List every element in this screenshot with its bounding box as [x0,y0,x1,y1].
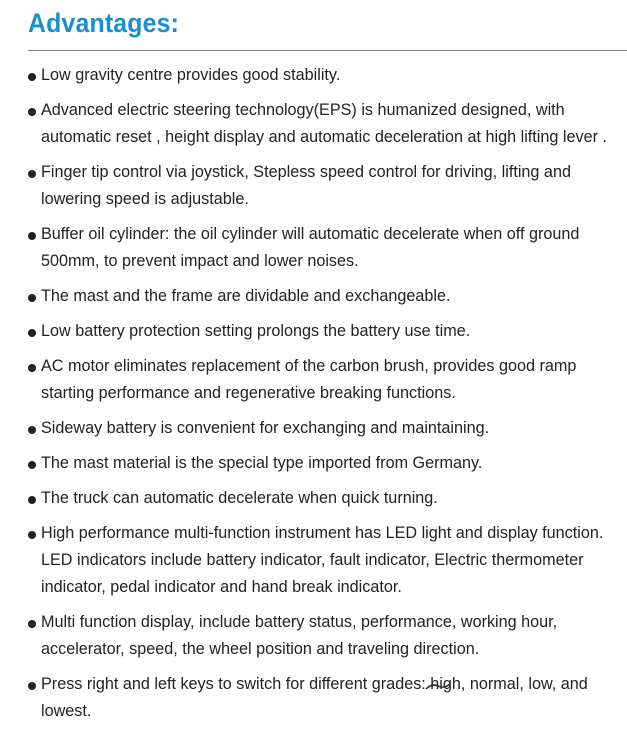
list-item-text: The mast material is the special type imported from Germany. [41,454,483,472]
list-item [0,485,627,512]
bullet-icon [28,294,36,302]
list-item-text: The mast and the frame are dividable and exchangeable. [41,287,451,305]
list-item-text: Low gravity centre provides good stability. [41,66,341,84]
bullet-icon [28,426,36,434]
list-item [0,283,627,310]
list-item-text: The truck can automatic decelerate when quick turning. [41,489,438,507]
heading-divider [28,50,627,51]
list-item-text: Sideway battery is convenient for exchanging and maintaining. [41,419,490,437]
list-item [0,97,627,151]
bullet-icon [28,496,36,504]
bullet-icon [28,108,36,116]
list-item [0,159,627,213]
list-item-text: Low battery protection setting prolongs the battery use time. [41,322,471,340]
bullet-icon [28,73,36,81]
list-item [0,671,627,725]
list-item-text: Multi function display, include battery status, performance, working hour, accelerator, speed, the wheel position and traveling direction. [41,613,558,658]
list-item [0,62,627,89]
bullet-icon [28,531,36,539]
list-item-text: High performance multi-function instrument has LED light and display function. LED indicators include battery indicator, fault indicator, Electric thermometer indicator, pedal indicator and hand break indicator. [41,524,604,596]
advantages-list [0,62,627,733]
list-item [0,353,627,407]
bullet-icon [28,329,36,337]
list-item [0,520,627,601]
bullet-icon [28,682,36,690]
list-item [0,415,627,442]
section-heading: Advantages: [28,8,180,38]
list-item-text: Press right and left keys to switch for different grades: high, normal, low, and lowest. [41,675,588,720]
bullet-icon [28,461,36,469]
bullet-icon [28,364,36,372]
list-item-text: Advanced electric steering technology(EPS) is humanized designed, with automatic reset , height display and automatic deceleration at high lifting lever . [41,101,607,146]
bullet-icon [28,620,36,628]
list-item [0,318,627,345]
list-item-text: Buffer oil cylinder: the oil cylinder will automatic decelerate when off ground 500mm, to prevent impact and lower noises. [41,225,580,270]
bullet-icon [28,232,36,240]
list-item [0,221,627,275]
decorative-mark-icon [424,682,452,690]
list-item-text: AC motor eliminates replacement of the carbon brush, provides good ramp starting performance and regenerative breaking functions. [41,357,577,402]
list-item-text: Finger tip control via joystick, Stepless speed control for driving, lifting and lowering speed is adjustable. [41,163,571,208]
list-item [0,609,627,663]
list-item [0,450,627,477]
bullet-icon [28,170,36,178]
